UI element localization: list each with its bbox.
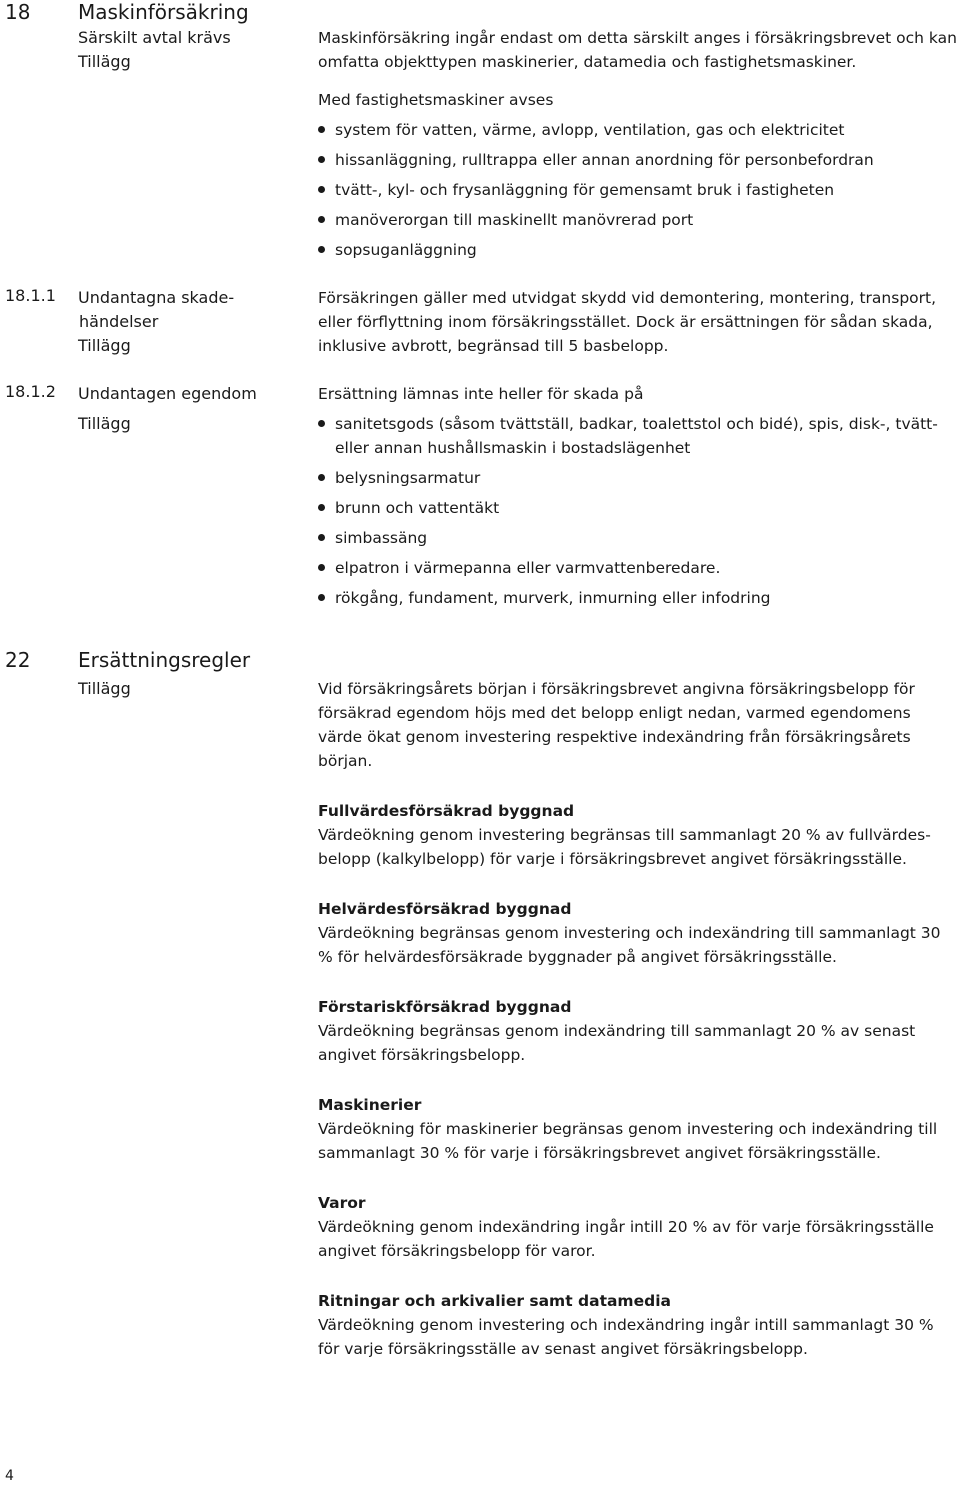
list-item: manöverorgan till maskinellt manövrerad port [318,208,958,232]
section-22-body [318,677,958,1361]
block-goods [318,1191,958,1263]
bullet-icon [318,504,325,511]
section-18-intro: Maskinförsäkring ingår endast om detta särskilt anges i försäkringsbrevet och kan omfatta objekttypen maskinerier, datamedia och fastighetsmaskiner. [318,29,957,71]
label-special-agreement: Särskilt avtal krävs [78,28,231,47]
block-drawings-archives [318,1289,958,1361]
bullet-icon [318,594,325,601]
block-text: Värdeökning genom investering begränsas till sammanlagt 20 % av fullvärdes-belopp (kalkylbelopp) för varje i försäkringsbrevet angivet försäkringsställe. [318,826,931,868]
section-18-title: Maskinförsäkring [78,0,249,24]
label-supplement: Tillägg [78,414,131,433]
bullet-icon [318,156,325,163]
label-supplement: Tillägg [78,52,131,71]
bullet-icon [318,186,325,193]
section-18-1-2-labels [78,382,257,436]
block-text: Värdeökning genom indexändring ingår intill 20 % av för varje försäkringsställe angivet försäkringsbelopp för varor. [318,1218,934,1260]
section-18-1-1-number: 18.1.1 [5,286,56,305]
section-22-intro: Vid försäkringsårets början i försäkringsbrevet angivna försäkringsbelopp för försäkrad egendom höjs med det belopp enligt nedan, varmed egendomens värde ökat genom investering respektive indexändring från försäkringsårets början. [318,680,915,770]
section-18-1-2-body [318,382,958,610]
list-item: sanitetsgods (såsom tvättställ, badkar, toalettstol och bidé), spis, disk-, tvätt- eller annan hushållsmaskin i bostadslägenhet [318,412,943,460]
block-first-risk-building [318,995,958,1067]
list-item: hissanläggning, rulltrappa eller annan anordning för personbefordran [318,148,958,172]
bullet-icon [318,474,325,481]
block-heading: Maskinerier [318,1096,422,1114]
page-number: 4 [5,1468,14,1484]
list-item: rökgång, fundament, murverk, inmurning eller infodring [318,586,943,610]
list-item: elpatron i värmepanna eller varmvattenberedare. [318,556,943,580]
block-full-value-building [318,799,958,871]
section-22-label: Tillägg [78,679,131,698]
section-18-1-1-text: Försäkringen gäller med utvidgat skydd vid demontering, montering, transport, eller förflyttning inom försäkringsstället. Dock är ersättningen för sådan skada, inklusive avbrott, begränsad till 5 basbelopp. [318,289,937,355]
block-heading: Förstariskförsäkrad byggnad [318,998,572,1016]
list-item: brunn och vattentäkt [318,496,943,520]
block-heading: Varor [318,1194,366,1212]
list-item: tvätt-, kyl- och frysanläggning för gemensamt bruk i fastigheten [318,178,958,202]
section-18-1-2-lead: Ersättning lämnas inte heller för skada på [318,385,644,403]
section-18-1-2-list [318,412,943,610]
list-item: belysningsarmatur [318,466,943,490]
section-18-list-lead: Med fastighetsmaskiner avses [318,91,554,109]
block-text: Värdeökning begränsas genom investering och indexändring till sammanlagt 30 % för helvärdesförsäkrade byggnader på angivet försäkringsställe. [318,924,941,966]
label-excluded-events-cont: händelser [79,312,159,331]
block-heading: Helvärdesförsäkrad byggnad [318,900,572,918]
block-text: Värdeökning begränsas genom indexändring till sammanlagt 20 % av senast angivet försäkringsbelopp. [318,1022,916,1064]
section-18-labels [78,26,231,74]
section-18-1-1-body [318,286,958,358]
block-heading: Ritningar och arkivalier samt datamedia [318,1292,671,1310]
section-18-1-2-number: 18.1.2 [5,382,56,401]
block-text: Värdeökning för maskinerier begränsas genom investering och indexändring till sammanlagt 30 % för varje i försäkringsbrevet angivet försäkringsställe. [318,1120,938,1162]
section-18-number: 18 [5,0,31,24]
list-item: system för vatten, värme, avlopp, ventilation, gas och elektricitet [318,118,958,142]
section-18-1-1-labels [78,286,234,358]
bullet-icon [318,420,325,427]
label-supplement: Tillägg [78,336,131,355]
bullet-icon [318,126,325,133]
bullet-icon [318,246,325,253]
label-excluded-events: Undantagna skade- [78,288,235,307]
block-heading: Fullvärdesförsäkrad byggnad [318,802,575,820]
section-22-number: 22 [5,648,31,672]
block-text: Värdeökning genom investering och indexändring ingår intill sammanlagt 30 % för varje försäkringsställe av senast angivet försäkringsbelopp. [318,1316,934,1358]
list-item: sopsuganläggning [318,238,958,262]
label-excluded-property: Undantagen egendom [78,384,257,403]
block-machinery [318,1093,958,1165]
bullet-icon [318,534,325,541]
section-18-list [318,118,958,262]
block-whole-value-building [318,897,958,969]
section-22-title: Ersättningsregler [78,648,251,672]
bullet-icon [318,564,325,571]
section-18-body [318,26,958,262]
bullet-icon [318,216,325,223]
list-item: simbassäng [318,526,943,550]
